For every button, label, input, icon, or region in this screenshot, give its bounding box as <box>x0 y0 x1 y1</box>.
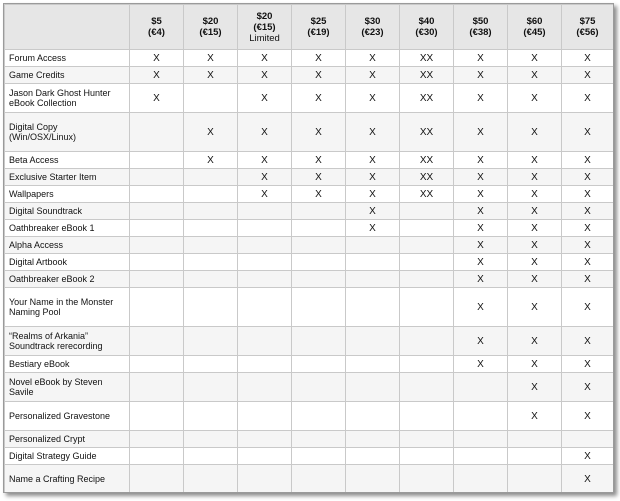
tier-mark-cell: X <box>184 152 238 169</box>
tier-mark-cell: X <box>346 220 400 237</box>
tier-mark-cell: X <box>508 271 562 288</box>
tier-mark-cell: X <box>292 169 346 186</box>
tier-mark-cell <box>130 402 184 431</box>
tier-mark-cell <box>292 288 346 327</box>
tier-mark-cell: X <box>508 113 562 152</box>
tier-mark-cell: X <box>562 220 614 237</box>
table-row <box>5 254 614 271</box>
tier-mark-cell <box>292 465 346 494</box>
tier-mark-cell: X <box>292 152 346 169</box>
tier-mark-cell <box>184 431 238 448</box>
tier-mark-cell: X <box>238 113 292 152</box>
tier-mark-cell <box>400 448 454 465</box>
feature-label: Digital Copy (Win/OSX/Linux) <box>5 113 130 152</box>
tier-mark-cell: X <box>238 84 292 113</box>
tier-mark-cell <box>130 356 184 373</box>
tier-euro-price: (€15) <box>199 27 222 38</box>
tier-mark-cell <box>292 203 346 220</box>
table-row <box>5 237 614 254</box>
table-row <box>5 152 614 169</box>
tier-mark-cell <box>346 448 400 465</box>
tier-mark-cell: X <box>454 186 508 203</box>
tier-mark-cell: X <box>454 288 508 327</box>
tier-mark-cell <box>508 448 562 465</box>
tier-mark-cell <box>508 431 562 448</box>
tier-mark-cell <box>400 402 454 431</box>
feature-label: Personalized Crypt <box>5 431 130 448</box>
tier-price: $20 <box>202 16 219 27</box>
tier-mark-cell <box>238 271 292 288</box>
tier-mark-cell: X <box>346 203 400 220</box>
tier-mark-cell <box>400 254 454 271</box>
tier-mark-cell: X <box>562 50 614 67</box>
tier-mark-cell <box>454 402 508 431</box>
tier-mark-cell <box>400 327 454 356</box>
tier-mark-cell <box>238 288 292 327</box>
tier-mark-cell <box>346 373 400 402</box>
tier-mark-cell <box>562 431 614 448</box>
tier-price: $20 <box>256 10 273 22</box>
tier-mark-cell: X <box>508 84 562 113</box>
tier-price: $50 <box>472 16 489 27</box>
tier-mark-cell <box>130 431 184 448</box>
tier-mark-cell: X <box>562 84 614 113</box>
feature-label: Oathbreaker eBook 1 <box>5 220 130 237</box>
tier-euro-price: (€30) <box>415 27 438 38</box>
tier-mark-cell: X <box>130 84 184 113</box>
tier-mark-cell <box>238 373 292 402</box>
tier-euro-price: (€38) <box>469 27 492 38</box>
tier-mark-cell: X <box>454 237 508 254</box>
feature-label: Wallpapers <box>5 186 130 203</box>
feature-label: Name a Crafting Recipe <box>5 465 130 494</box>
tier-mark-cell <box>238 448 292 465</box>
pledge-tier-table <box>4 4 614 493</box>
tier-mark-cell: X <box>562 373 614 402</box>
tier-mark-cell <box>184 186 238 203</box>
tier-mark-cell <box>346 271 400 288</box>
tier-mark-cell: X <box>346 113 400 152</box>
tier-mark-cell: X <box>454 327 508 356</box>
tier-mark-cell: X <box>562 113 614 152</box>
tier-mark-cell: X <box>292 84 346 113</box>
tier-mark-cell <box>292 431 346 448</box>
tier-euro-price: (€23) <box>361 27 384 38</box>
tier-mark-cell <box>184 84 238 113</box>
tier-mark-cell: X <box>292 67 346 84</box>
tier-header <box>184 5 238 50</box>
tier-mark-cell <box>292 271 346 288</box>
tier-mark-cell: XX <box>400 169 454 186</box>
table-row <box>5 288 614 327</box>
header-row <box>5 5 614 50</box>
tier-mark-cell <box>292 373 346 402</box>
tier-mark-cell: X <box>184 67 238 84</box>
tier-mark-cell <box>184 169 238 186</box>
tier-price: $25 <box>310 16 327 27</box>
tier-mark-cell <box>130 220 184 237</box>
tier-mark-cell: X <box>562 465 614 494</box>
tier-mark-cell: X <box>562 152 614 169</box>
tier-header <box>130 5 184 50</box>
tier-note: Limited <box>249 32 280 44</box>
tier-mark-cell <box>346 431 400 448</box>
tier-mark-cell: X <box>454 152 508 169</box>
tier-mark-cell <box>184 254 238 271</box>
tier-mark-cell <box>238 465 292 494</box>
tier-mark-cell: X <box>346 186 400 203</box>
tier-mark-cell: X <box>346 84 400 113</box>
table-row <box>5 465 614 494</box>
tier-header <box>400 5 454 50</box>
tier-mark-cell <box>238 431 292 448</box>
tier-header <box>238 5 292 50</box>
tier-euro-price: (€45) <box>523 27 546 38</box>
tier-mark-cell <box>400 356 454 373</box>
tier-header <box>292 5 346 50</box>
table-row <box>5 356 614 373</box>
feature-label: Digital Soundtrack <box>5 203 130 220</box>
tier-mark-cell: X <box>130 67 184 84</box>
tier-mark-cell <box>508 465 562 494</box>
tier-mark-cell: X <box>238 152 292 169</box>
tier-mark-cell <box>346 402 400 431</box>
tier-mark-cell <box>130 237 184 254</box>
tier-mark-cell <box>184 448 238 465</box>
tier-mark-cell: X <box>292 50 346 67</box>
tier-mark-cell <box>400 288 454 327</box>
tier-mark-cell <box>292 402 346 431</box>
tier-mark-cell <box>238 356 292 373</box>
tier-mark-cell: X <box>184 113 238 152</box>
feature-label: Your Name in the Monster Naming Pool <box>5 288 130 327</box>
tier-mark-cell <box>346 327 400 356</box>
feature-label: Game Credits <box>5 67 130 84</box>
header-corner-cell <box>5 5 130 50</box>
tier-mark-cell: X <box>238 186 292 203</box>
tier-mark-cell: X <box>508 327 562 356</box>
tier-mark-cell <box>184 327 238 356</box>
tier-mark-cell <box>184 373 238 402</box>
tier-mark-cell <box>454 431 508 448</box>
tier-euro-price: (€19) <box>307 27 330 38</box>
tier-mark-cell <box>454 373 508 402</box>
tier-mark-cell <box>400 203 454 220</box>
tier-mark-cell: X <box>454 84 508 113</box>
tier-mark-cell: X <box>562 254 614 271</box>
feature-label: Alpha Access <box>5 237 130 254</box>
tier-mark-cell <box>130 203 184 220</box>
tier-mark-cell: X <box>130 50 184 67</box>
tier-mark-cell: X <box>454 67 508 84</box>
tier-mark-cell: XX <box>400 50 454 67</box>
tier-mark-cell: XX <box>400 84 454 113</box>
tier-mark-cell: X <box>346 67 400 84</box>
tier-mark-cell: X <box>454 220 508 237</box>
tier-price: $5 <box>151 16 162 27</box>
table-row <box>5 67 614 84</box>
tier-mark-cell <box>238 203 292 220</box>
tier-mark-cell <box>400 465 454 494</box>
tier-mark-cell <box>130 448 184 465</box>
tier-mark-cell: XX <box>400 113 454 152</box>
tier-price: $75 <box>579 16 596 27</box>
tier-mark-cell <box>184 271 238 288</box>
tier-euro-price: (€56) <box>576 27 599 38</box>
tier-mark-cell <box>238 254 292 271</box>
tier-euro-price: (€4) <box>148 27 165 38</box>
tier-mark-cell: X <box>562 186 614 203</box>
tier-header <box>454 5 508 50</box>
feature-label: Exclusive Starter Item <box>5 169 130 186</box>
tier-mark-cell <box>184 220 238 237</box>
tier-mark-cell: X <box>292 113 346 152</box>
tier-mark-cell <box>292 327 346 356</box>
tier-mark-cell <box>346 288 400 327</box>
tier-mark-cell: X <box>508 152 562 169</box>
tier-mark-cell <box>238 220 292 237</box>
tier-mark-cell <box>400 220 454 237</box>
tier-mark-cell: X <box>508 373 562 402</box>
tier-mark-cell <box>184 465 238 494</box>
tier-header <box>562 5 614 50</box>
tier-price: $30 <box>364 16 381 27</box>
tier-price: $40 <box>418 16 435 27</box>
tier-mark-cell: X <box>454 254 508 271</box>
table-row <box>5 220 614 237</box>
tier-mark-cell <box>292 356 346 373</box>
tier-mark-cell <box>130 288 184 327</box>
tier-mark-cell: X <box>454 271 508 288</box>
tier-mark-cell <box>454 448 508 465</box>
tier-mark-cell: X <box>292 186 346 203</box>
table-header <box>5 5 614 50</box>
tier-mark-cell <box>292 254 346 271</box>
feature-label: Digital Strategy Guide <box>5 448 130 465</box>
tier-mark-cell: X <box>508 356 562 373</box>
tier-mark-cell <box>184 402 238 431</box>
tier-mark-cell <box>130 254 184 271</box>
tier-mark-cell <box>400 271 454 288</box>
tier-mark-cell <box>292 448 346 465</box>
feature-label: Forum Access <box>5 50 130 67</box>
table-body <box>5 50 614 494</box>
tier-header <box>346 5 400 50</box>
tier-price: $60 <box>526 16 543 27</box>
tier-mark-cell: X <box>562 327 614 356</box>
tier-mark-cell: X <box>346 50 400 67</box>
tier-mark-cell <box>130 373 184 402</box>
table-row <box>5 169 614 186</box>
tier-mark-cell <box>184 203 238 220</box>
tier-mark-cell: X <box>454 169 508 186</box>
table-row <box>5 431 614 448</box>
table-row <box>5 327 614 356</box>
tier-mark-cell: X <box>346 152 400 169</box>
tier-mark-cell <box>130 465 184 494</box>
tier-mark-cell <box>130 271 184 288</box>
tier-mark-cell: X <box>562 356 614 373</box>
tier-mark-cell: X <box>238 169 292 186</box>
tier-mark-cell: X <box>508 186 562 203</box>
tier-mark-cell <box>130 186 184 203</box>
tier-mark-cell: X <box>454 356 508 373</box>
tier-mark-cell <box>346 237 400 254</box>
tier-mark-cell <box>130 327 184 356</box>
tier-mark-cell <box>292 237 346 254</box>
tier-mark-cell <box>400 237 454 254</box>
tier-mark-cell: X <box>508 237 562 254</box>
tier-mark-cell: XX <box>400 152 454 169</box>
tier-mark-cell: X <box>508 254 562 271</box>
table-row <box>5 203 614 220</box>
tier-mark-cell: X <box>562 169 614 186</box>
tier-mark-cell: X <box>562 448 614 465</box>
feature-label: Bestiary eBook <box>5 356 130 373</box>
tier-mark-cell: X <box>562 402 614 431</box>
tier-mark-cell <box>238 402 292 431</box>
table-row <box>5 271 614 288</box>
feature-label: Jason Dark Ghost Hunter eBook Collection <box>5 84 130 113</box>
tier-mark-cell <box>184 356 238 373</box>
table-row <box>5 50 614 67</box>
tier-mark-cell <box>238 327 292 356</box>
tier-mark-cell: XX <box>400 186 454 203</box>
tier-mark-cell: X <box>238 50 292 67</box>
tier-euro-price: (€15) <box>253 21 276 33</box>
tier-mark-cell <box>130 169 184 186</box>
tier-mark-cell: X <box>508 169 562 186</box>
tier-mark-cell <box>292 220 346 237</box>
tier-mark-cell: X <box>508 220 562 237</box>
tier-mark-cell <box>400 431 454 448</box>
table-row <box>5 84 614 113</box>
tier-mark-cell <box>184 288 238 327</box>
feature-label: “Realms of Arkania” Soundtrack rerecording <box>5 327 130 356</box>
tier-mark-cell: X <box>508 288 562 327</box>
tier-mark-cell: X <box>562 288 614 327</box>
tier-mark-cell <box>346 465 400 494</box>
tier-mark-cell: X <box>508 402 562 431</box>
feature-label: Personalized Gravestone <box>5 402 130 431</box>
tier-mark-cell: X <box>562 67 614 84</box>
tier-mark-cell <box>346 254 400 271</box>
table-row <box>5 113 614 152</box>
feature-label: Oathbreaker eBook 2 <box>5 271 130 288</box>
feature-label: Digital Artbook <box>5 254 130 271</box>
tier-mark-cell: XX <box>400 67 454 84</box>
tier-mark-cell: X <box>508 67 562 84</box>
pledge-tier-table-frame <box>3 3 614 493</box>
tier-mark-cell: X <box>508 50 562 67</box>
tier-mark-cell: X <box>346 169 400 186</box>
tier-mark-cell <box>238 237 292 254</box>
tier-mark-cell: X <box>508 203 562 220</box>
feature-label: Novel eBook by Steven Savile <box>5 373 130 402</box>
tier-mark-cell <box>400 373 454 402</box>
tier-mark-cell: X <box>238 67 292 84</box>
tier-mark-cell: X <box>562 203 614 220</box>
table-row <box>5 186 614 203</box>
tier-mark-cell: X <box>454 113 508 152</box>
tier-mark-cell: X <box>562 271 614 288</box>
tier-mark-cell <box>454 465 508 494</box>
tier-mark-cell <box>130 152 184 169</box>
feature-label: Beta Access <box>5 152 130 169</box>
tier-mark-cell: X <box>562 237 614 254</box>
tier-header <box>508 5 562 50</box>
tier-mark-cell: X <box>454 50 508 67</box>
tier-mark-cell <box>346 356 400 373</box>
tier-mark-cell <box>130 113 184 152</box>
tier-mark-cell: X <box>454 203 508 220</box>
table-row <box>5 448 614 465</box>
tier-mark-cell: X <box>184 50 238 67</box>
table-row <box>5 402 614 431</box>
table-row <box>5 373 614 402</box>
tier-mark-cell <box>184 237 238 254</box>
